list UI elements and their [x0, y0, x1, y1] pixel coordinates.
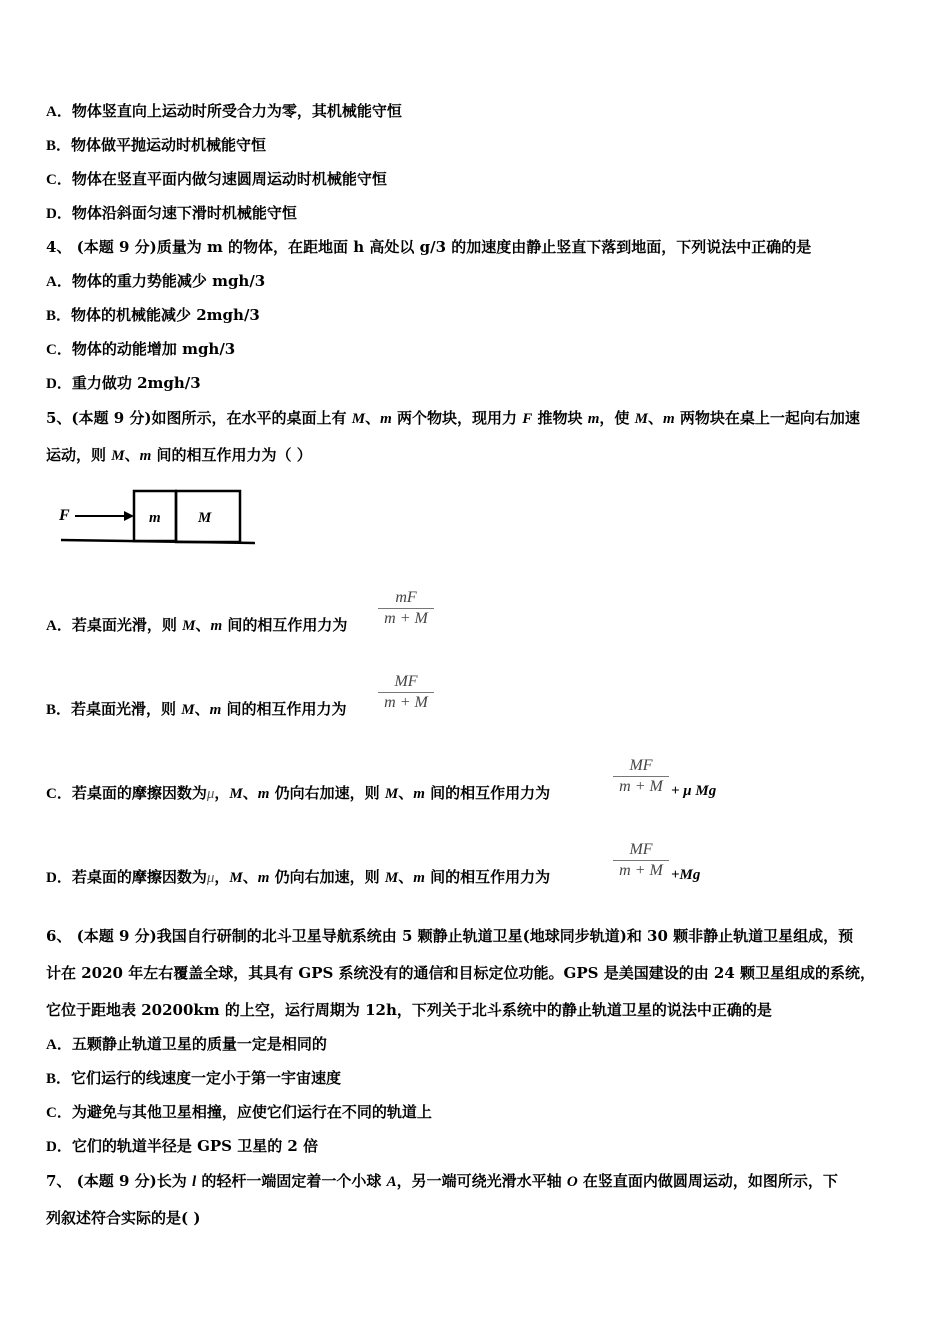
q3-option-d: D．物体沿斜面匀速下滑时机械能守恒 [46, 204, 297, 222]
q6-option-a: A．五颗静止轨道卫星的质量一定是相同的 [46, 1035, 327, 1053]
q5-figure [55, 485, 260, 551]
q6-option-c: C．为避免与其他卫星相撞，应使它们运行在不同的轨道上 [46, 1103, 432, 1121]
block-label-big-m: M [198, 510, 212, 526]
q5-option-a-fraction: mF m + M [378, 588, 434, 629]
q4-option-c: C．物体的动能增加 mgh/3 [46, 340, 236, 358]
force-label-f: F [59, 507, 70, 524]
q5-option-d-tail: +Mg [671, 867, 701, 883]
q5-stem-line2: 运动，则 M、m 间的相互作用力为（ ） [46, 446, 312, 464]
block-label-m: m [149, 510, 161, 526]
q6-stem-line2: 计在 2020 年左右覆盖全球，其具有 GPS 系统没有的通信和目标定位功能。GPS 是美国建设的由 24 颗卫星组成的系统， [46, 964, 876, 982]
q4-option-d: D．重力做功 2mgh/3 [46, 374, 201, 392]
q5-option-c-tail: + μ Mg [671, 783, 717, 799]
q6-stem-line3: 它位于距地表 20200km 的上空，运行周期为 12h，下列关于北斗系统中的静止轨道卫星的说法中正确的是 [46, 1001, 772, 1019]
q5-option-a: A．若桌面光滑，则 M、m 间的相互作用力为 [46, 616, 348, 634]
q3-option-c: C．物体在竖直平面内做匀速圆周运动时机械能守恒 [46, 170, 387, 188]
q5-option-b: B．若桌面光滑，则 M、m 间的相互作用力为 [46, 700, 347, 718]
q4-option-b: B．物体的机械能减少 2mgh/3 [46, 306, 260, 324]
q6-option-b: B．它们运行的线速度一定小于第一宇宙速度 [46, 1069, 342, 1087]
q4-stem: 4、 (本题 9 分)质量为 m 的物体，在距地面 h 高处以 g/3 的加速度由静止竖直下落到地面，下列说法中正确的是 [46, 238, 812, 256]
q5-option-d: D．若桌面的摩擦因数为μ，M、m 仍向右加速，则 M、m 间的相互作用力为 [46, 868, 551, 886]
q3-option-a: A．物体竖直向上运动时所受合力为零，其机械能守恒 [46, 102, 402, 120]
q5-option-d-fraction: MF m + M [613, 840, 669, 881]
q7-stem-line2: 列叙述符合实际的是( ) [46, 1209, 201, 1227]
q5-option-c: C．若桌面的摩擦因数为μ，M、m 仍向右加速，则 M、m 间的相互作用力为 [46, 784, 551, 802]
q6-option-d: D．它们的轨道半径是 GPS 卫星的 2 倍 [46, 1137, 319, 1155]
q5-stem-line1: 5、(本题 9 分)如图所示，在水平的桌面上有 M、m 两个物块，现用力 F 推物块 m，使 M、m 两物块在桌上一起向右加速 [46, 409, 860, 427]
q6-stem-line1: 6、 (本题 9 分)我国自行研制的北斗卫星导航系统由 5 颗静止轨道卫星(地球同步轨道)和 30 颗非静止轨道卫星组成，预 [46, 927, 854, 945]
q7-stem-line1: 7、 (本题 9 分)长为 l 的轻杆一端固定着一个小球 A，另一端可绕光滑水平轴 O 在竖直面内做圆周运动，如图所示，下 [46, 1172, 838, 1190]
q5-option-b-fraction: MF m + M [378, 672, 434, 713]
q3-option-b: B．物体做平抛运动时机械能守恒 [46, 136, 267, 154]
q4-option-a: A．物体的重力势能减少 mgh/3 [46, 272, 266, 290]
q5-option-c-fraction: MF m + M [613, 756, 669, 797]
